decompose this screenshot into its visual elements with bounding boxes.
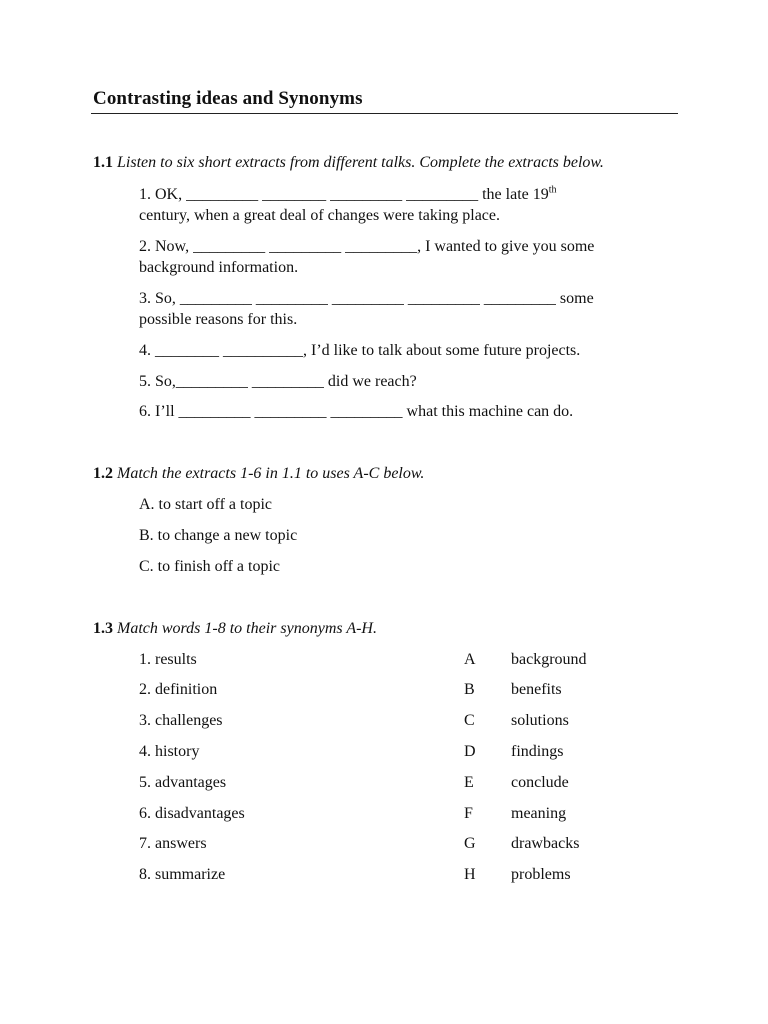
- section-1-2-heading: [93, 465, 424, 483]
- synonym-letter: H: [464, 866, 476, 883]
- synonym-letter: F: [464, 805, 473, 822]
- section-number: 1.2: [93, 465, 113, 482]
- synonym-item: problems: [511, 866, 571, 883]
- word-item: 6. disadvantages: [139, 805, 245, 822]
- synonym-letter: B: [464, 681, 475, 698]
- word-item: 5. advantages: [139, 774, 227, 791]
- section-1-3-heading: [93, 620, 377, 638]
- extract-5: 5. So,_________ _________ did we reach?: [139, 373, 417, 390]
- extract-1-line-2: century, when a great deal of changes were taking place.: [139, 207, 501, 224]
- section-instruction: Match the extracts 1-6 in 1.1 to uses A-C below.: [117, 465, 425, 482]
- word-item: 8. summarize: [139, 866, 226, 883]
- synonym-letter: C: [464, 712, 475, 729]
- synonym-item: drawbacks: [511, 835, 580, 852]
- extract-6: 6. I’ll _________ _________ _________ what this machine can do.: [139, 403, 574, 420]
- word-item: 3. challenges: [139, 712, 223, 729]
- synonym-item: background: [511, 651, 587, 668]
- synonym-item: findings: [511, 743, 564, 760]
- word-item: 7. answers: [139, 835, 207, 852]
- word-item: 4. history: [139, 743, 200, 760]
- section-instruction: Listen to six short extracts from different talks. Complete the extracts below.: [117, 154, 604, 171]
- synonym-letter: E: [464, 774, 474, 791]
- section-1-1-heading: [93, 154, 604, 172]
- extract-1-line-1: [139, 186, 557, 204]
- extract-3-line-2: possible reasons for this.: [139, 311, 298, 328]
- use-option-a: A. to start off a topic: [139, 496, 273, 513]
- extract-4: 4. ________ __________, I’d like to talk about some future projects.: [139, 342, 581, 359]
- extract-2-line-1: 2. Now, _________ _________ _________, I wanted to give you some: [139, 238, 595, 255]
- word-item: 1. results: [139, 651, 197, 668]
- synonym-item: benefits: [511, 681, 562, 698]
- synonym-item: conclude: [511, 774, 569, 791]
- extract-text: 1. OK, _________ ________ _________ _________ the late 19: [139, 186, 549, 203]
- synonym-item: solutions: [511, 712, 569, 729]
- page-title: Contrasting ideas and Synonyms: [93, 88, 363, 109]
- title-underline: [91, 113, 678, 114]
- synonym-letter: G: [464, 835, 476, 852]
- section-number: 1.3: [93, 620, 113, 637]
- use-option-b: B. to change a new topic: [139, 527, 298, 544]
- section-number: 1.1: [93, 154, 113, 171]
- synonym-letter: D: [464, 743, 476, 760]
- section-instruction: Match words 1-8 to their synonyms A-H.: [117, 620, 377, 637]
- synonym-item: meaning: [511, 805, 567, 822]
- extract-3-line-1: 3. So, _________ _________ _________ _________ _________ some: [139, 290, 594, 307]
- word-item: 2. definition: [139, 681, 218, 698]
- superscript: th: [548, 184, 557, 196]
- use-option-c: C. to finish off a topic: [139, 558, 281, 575]
- synonym-letter: A: [464, 651, 476, 668]
- extract-2-line-2: background information.: [139, 259, 299, 276]
